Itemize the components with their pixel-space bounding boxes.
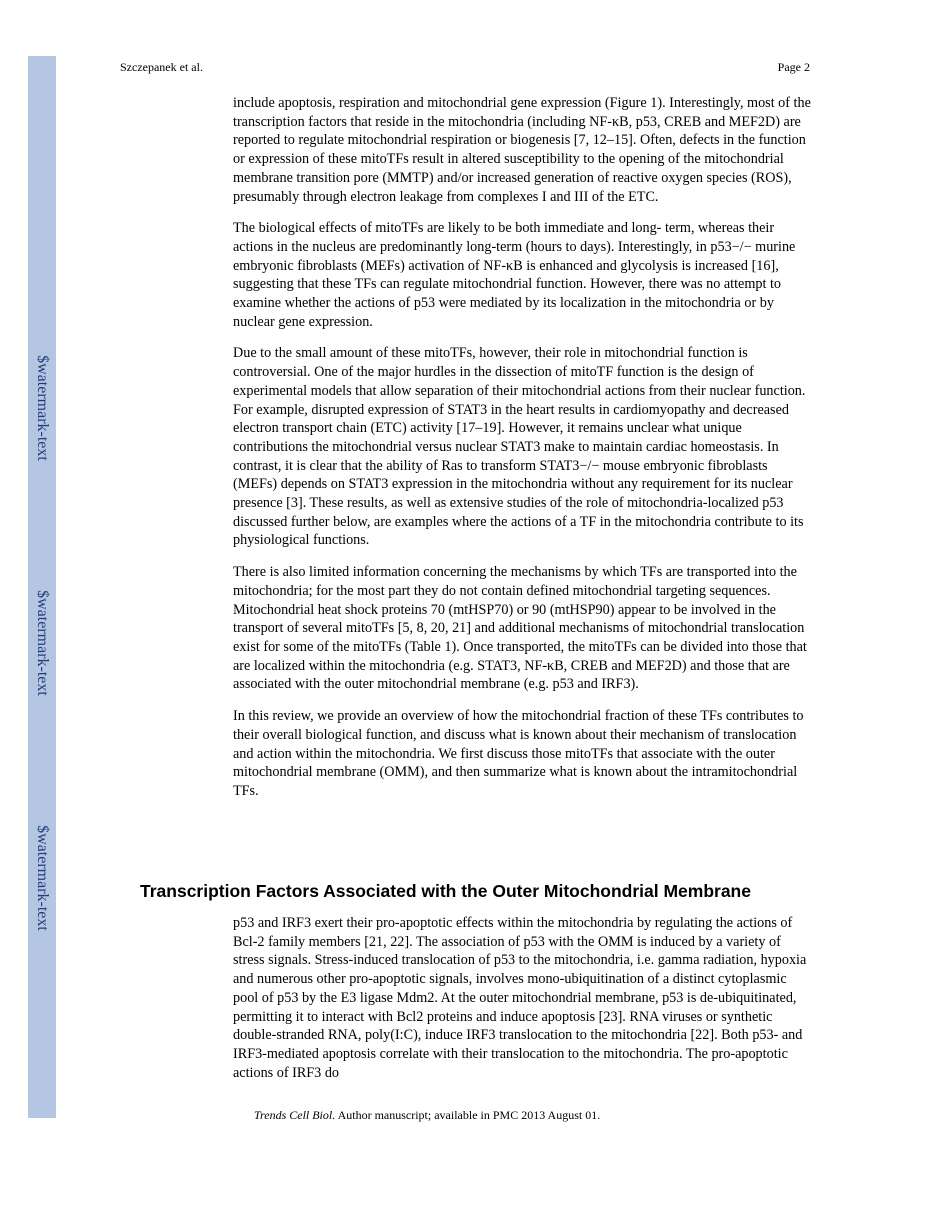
section-paragraph: p53 and IRF3 exert their pro-apoptotic effects within the mitochondria by regulating the actions of Bcl-2 family members [21, 22]. The association of p53 with the OMM is induced by a variety of stress signals. Stress-induced translocation of p53 to the mitochondria, i.e. gamma radiation, hypoxia and numerous other pro-apoptotic signals, involves mono-ubiquitination of a distinct cytoplasmic pool of p53 by the E3 ligase Mdm2. At the outer mitochondrial membrane, p53 is de-ubiquitinated, permitting it to interact with Bcl2 proteins and induce apoptosis [23]. RNA viruses or synthetic double-stranded RNA, poly(I:C), induce IRF3 translocation to the mitochondria [22]. Both p53- and IRF3-mediated apoptosis correlate with their translocation to the mitochondria. The pro-apoptotic actions of IRF3 do [233, 915, 807, 1081]
section-body [233, 914, 811, 1095]
paragraph-2: The biological effects of mitoTFs are likely to be both immediate and long- term, whereas their actions in the nucleus are predominantly long-term (hours to days). Interestingly, in p53−/− murine embryonic fibroblasts (MEFs) activation of NF-κB is enhanced and glycolysis is increased [16], suggesting that these TFs can regulate mitochondrial function. However, there was no attempt to examine whether the actions of p53 were mediated by its localization in the mitochondria or by nuclear gene expression. [233, 220, 796, 330]
paragraph-1: include apoptosis, respiration and mitochondrial gene expression (Figure 1). Interestingly, most of the transcription factors that reside in the mitochondria (including NF-κB, p53, CREB and MEF2D) are reported to regulate mitochondrial respiration or biogenesis [7, 12–15]. Often, defects in the function or expression of these mitoTFs result in altered susceptibility to the opening of the mitochondrial membrane transition pore (MMTP) and/or increased generation of reactive oxygen species (ROS), presumably through electron leakage from complexes I and III of the ETC. [233, 95, 811, 205]
watermark-text-3: $watermark-text [34, 825, 51, 931]
footer-note: Author manuscript; available in PMC 2013 August 01. [335, 1108, 601, 1122]
watermark-text-1: $watermark-text [34, 355, 51, 461]
paragraph-4: There is also limited information concerning the mechanisms by which TFs are transported into the mitochondria; for the most part they do not contain defined mitochondrial targeting sequences. Mitochondrial heat shock proteins 70 (mtHSP70) or 90 (mtHSP90) appear to be involved in the transport of several mitoTFs [5, 8, 20, 21] and additional mechanisms of mitochondrial translocation exist for some of the mitoTFs (Table 1). Once transported, the mitoTFs can be divided into those that are localized within the mitochondria (e.g. STAT3, NF-κB, CREB and MEF2D) and those that are associated with the outer mitochondrial membrane (e.g. p53 and IRF3). [233, 564, 807, 693]
running-header-authors: Szczepanek et al. [120, 60, 203, 74]
watermark-text-2: $watermark-text [34, 590, 51, 696]
watermark-sidebar [28, 56, 56, 1118]
paragraph-3: Due to the small amount of these mitoTFs, however, their role in mitochondrial function is controversial. One of the major hurdles in the dissection of mitoTF function is the design of experimental models that allow separation of their mitochondrial actions from their nuclear function. For example, disrupted expression of STAT3 in the heart results in cardiomyopathy and decreased electron transport chain (ETC) activity [17–19]. However, it remains unclear what unique contributions the mitochondrial versus nuclear STAT3 make to maintain cardiac homeostasis. In contrast, it is clear that the ability of Ras to transform STAT3−/− mouse embryonic fibroblasts (MEFs) depends on STAT3 expression in the mitochondria without any requirement for its nuclear presence [3]. These results, as well as extensive studies of the role of mitochondria-localized p53 discussed further below, are examples where the actions of a TF in the mitochondria contribute to its physiological functions. [233, 345, 806, 549]
journal-name: Trends Cell Biol. [254, 1108, 336, 1122]
footer [254, 1108, 600, 1123]
paragraph-5: In this review, we provide an overview of how the mitochondrial fraction of these TFs contributes to their overall biological function, and discuss what is known about their mechanism of translocation and action within the mitochondria. We first discuss those mitoTFs that associate with the outer mitochondrial membrane (OMM), and then summarize what is known about the intramitochondrial TFs. [233, 708, 804, 799]
page-number: Page 2 [777, 60, 810, 74]
body-text [233, 94, 811, 814]
section-heading: Transcription Factors Associated with the Outer Mitochondrial Membrane [140, 881, 751, 901]
